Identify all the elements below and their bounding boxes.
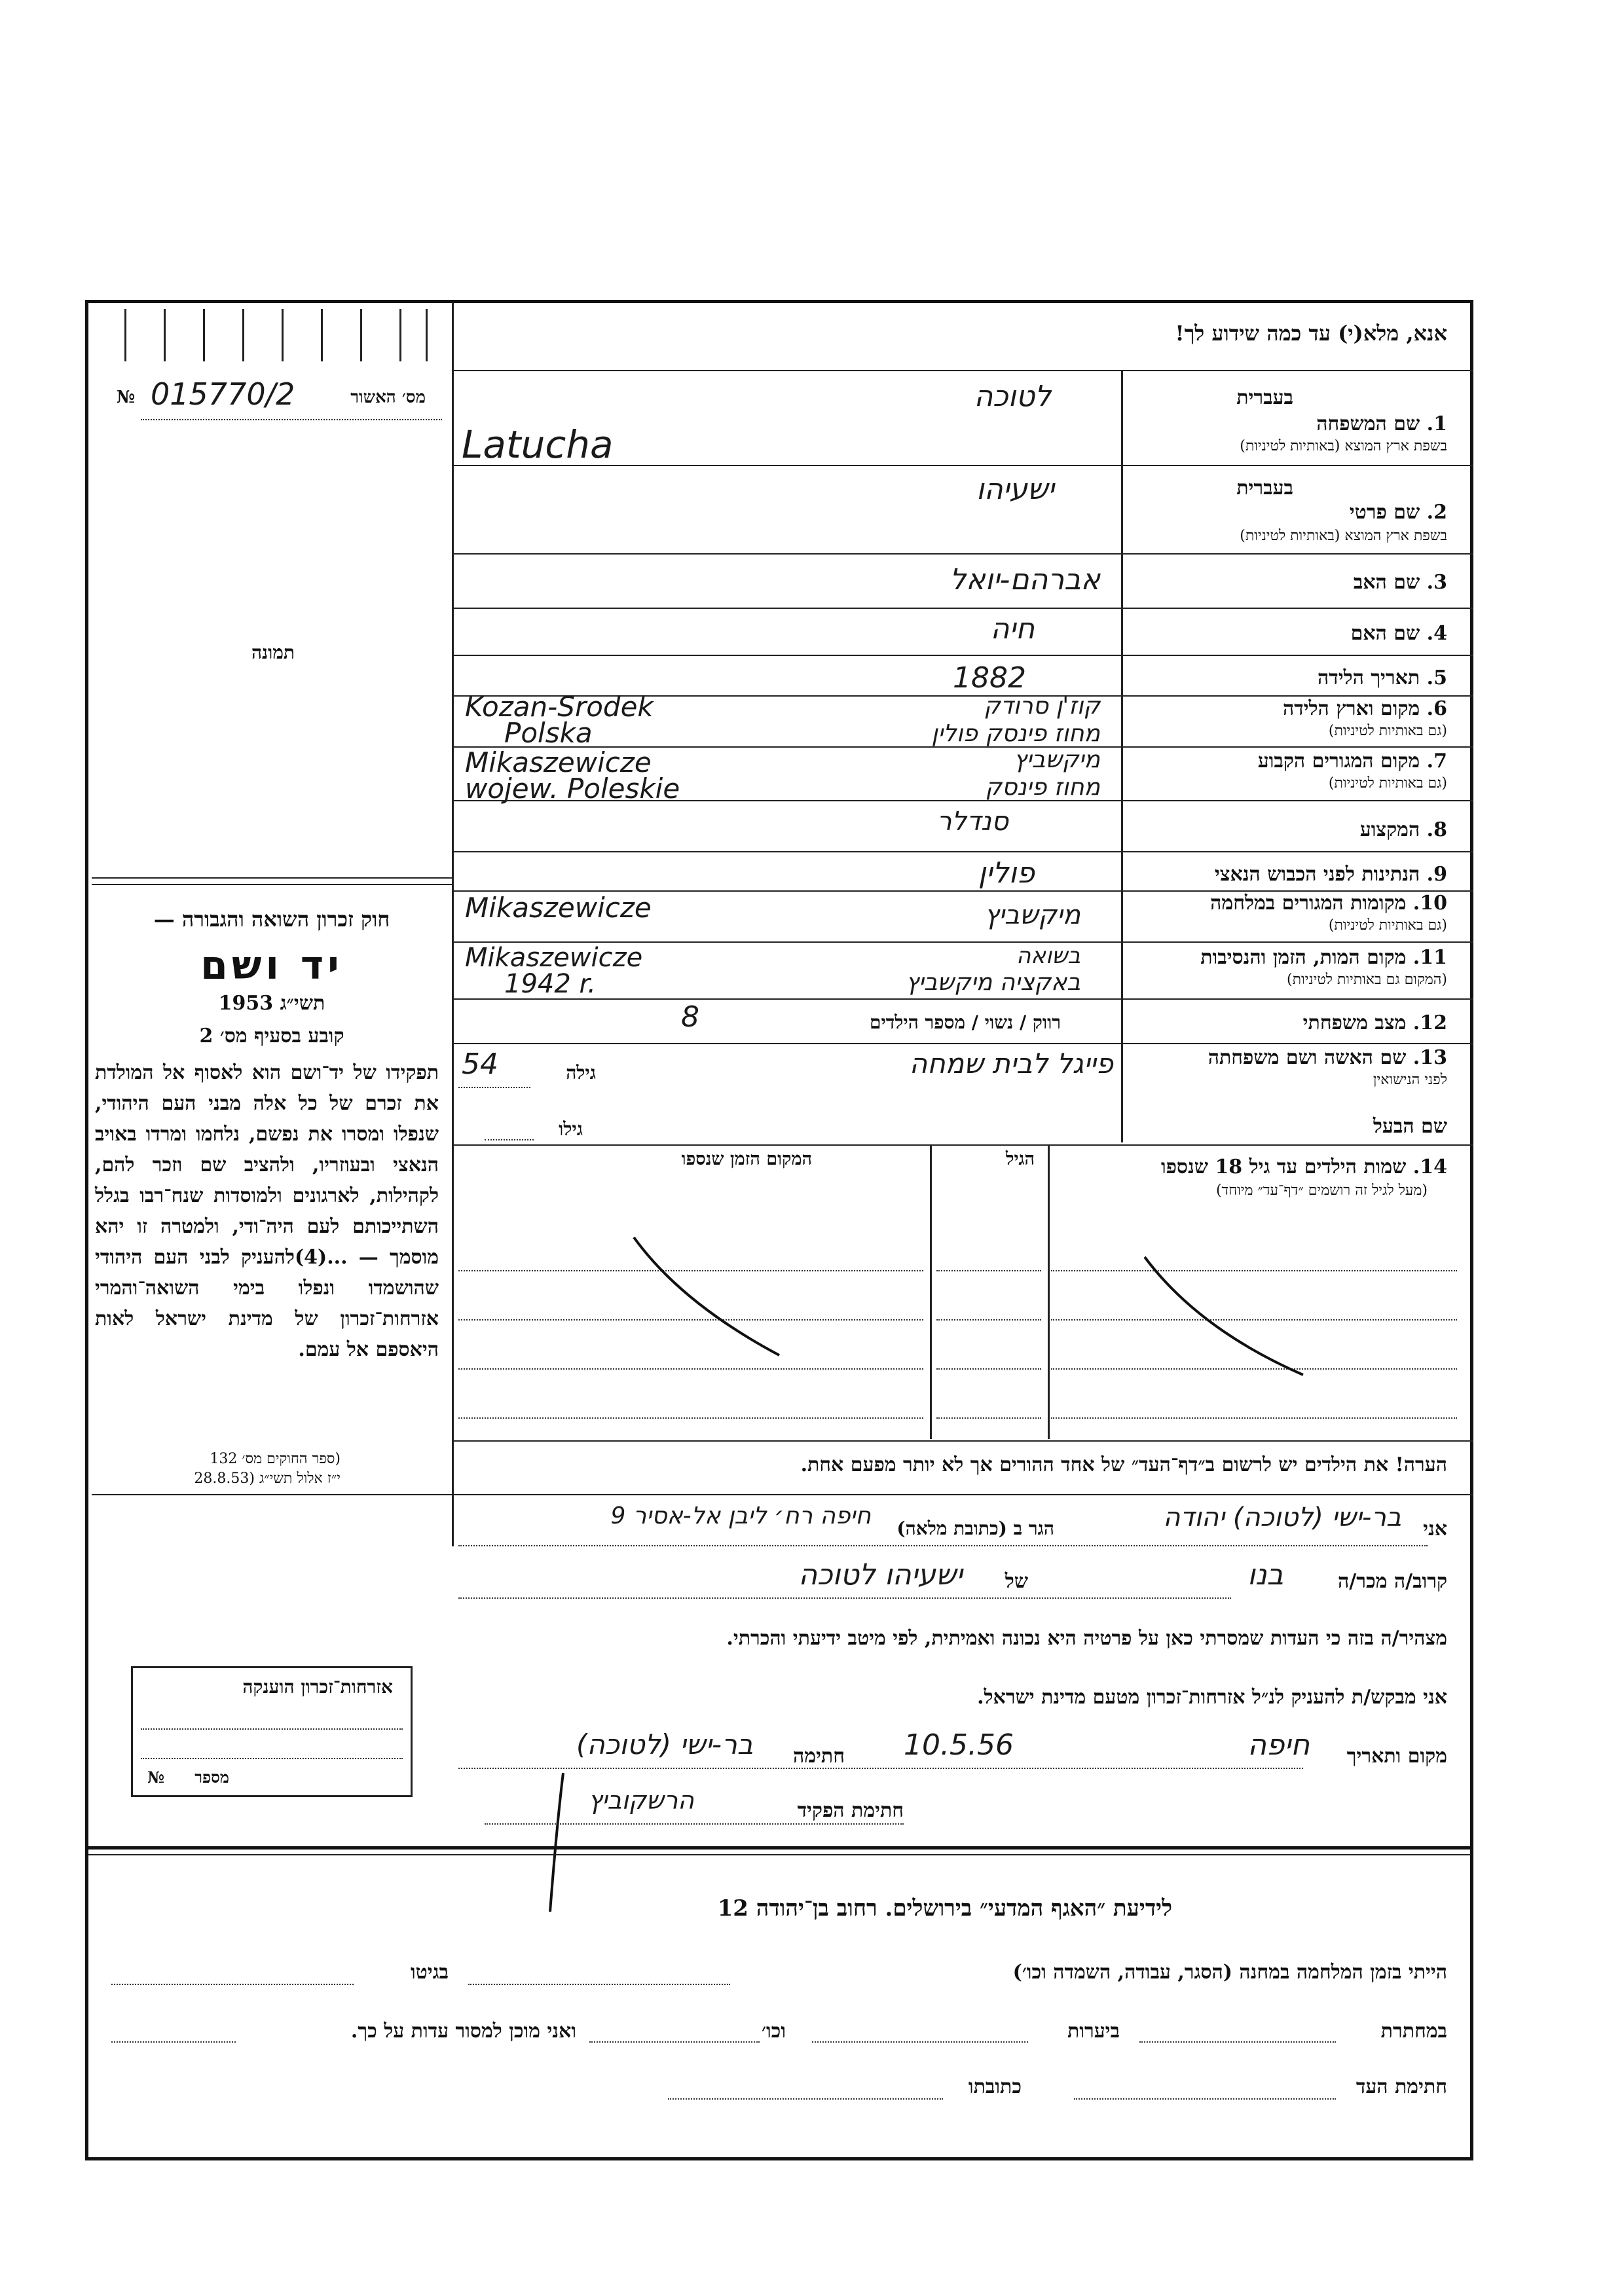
stamp-no-prefix: №: [147, 1768, 165, 1787]
birth-place-hebrew-2: מחוז פינסק פולין: [931, 720, 1100, 747]
death-hebrew-2: באקציה מיקשביץ: [906, 969, 1080, 996]
officer-signature-stroke: [537, 1768, 576, 1918]
officer-signature: הרשקוביץ: [588, 1786, 694, 1815]
family-status-label: 12. מצב משפחתי: [1302, 1011, 1447, 1034]
family-name-hebrew-value: לטוכה: [974, 380, 1051, 413]
residence-label: 7. מקום המגורים הקבוע: [1257, 750, 1447, 773]
relation-label: קרוב/ה מכר/ה: [1338, 1570, 1447, 1593]
of-label: של: [1005, 1570, 1028, 1593]
family-name-hebrew-label: בעברית: [1236, 386, 1293, 409]
children-label: 14. שמות הילדים עד גיל 18 שנספו: [1160, 1156, 1447, 1178]
children-col-age: הגיל: [1005, 1149, 1035, 1169]
husband-label: שם הבעל: [1373, 1115, 1447, 1138]
war-residence-label: 10. מקומות המגורים במלחמה: [1210, 892, 1447, 915]
request-text: אני מבקש/ת להעניק לנ״ל אזרחות־זכרון מטעם מדינת ישראל.: [977, 1686, 1447, 1709]
ghetto-label: בגיטו: [410, 1961, 449, 1984]
law-paragraph: תפקידו של יד־ושם הוא לאסוף אל המולדת את זכרם של כל אלה מבני העם היהודי, שנפלו ומסרו את נפשם, נלחמו ומרדו באויב הנאצי ובעוזריו, ולהציב שם וזכר להם, לקהילות, לארגונים ולמוסדות שנח־רבו בגלל השתייכותם לעם היה־ודי, ולמטרה זו יהא מוסמך — ...(4)להעניק לבני העם היהודי שהושמדו ונפלו בימי השואה־והמרי אזרחות־זכרון של מדינת ישראל לאות היאספם אל עמם.: [95, 1061, 439, 1361]
resides-label: הגר ב (כתובת מלאה): [896, 1518, 1054, 1539]
officer-label: חתימת הפקיד: [797, 1799, 904, 1822]
nationality-value: פולין: [978, 856, 1035, 890]
strike-mark-left: [629, 1231, 786, 1362]
photo-area-bottom: [92, 877, 452, 879]
father-label: 3. שם האב: [1353, 571, 1447, 594]
witness-address-label: כתובתו: [968, 2075, 1022, 2098]
nationality-label: 9. הנתינות לפני הכבוש הנאצי: [1214, 863, 1447, 886]
war-residence-hebrew: מיקשביץ: [984, 900, 1080, 930]
relation-value: בנו: [1247, 1558, 1283, 1592]
war-residence-latin: Mikaszewicze: [465, 892, 652, 924]
father-value: אברהם-יואל: [950, 563, 1100, 596]
stamp-title: אזרחות־זכרון הוענקה: [242, 1676, 393, 1698]
residence-latin-2: wojew. Poleskie: [465, 773, 680, 805]
declarant-name: בר-ישי (לטוכה) יהודה: [1163, 1503, 1401, 1533]
certificate-no-prefix: №: [117, 388, 136, 407]
profession-label: 8. המקצוע: [1359, 818, 1447, 841]
witness-signature-label: חתימת העד: [1356, 2075, 1447, 2098]
family-status-options: רווק / נשוי / מספר הילדים: [869, 1011, 1061, 1033]
law-clause: קובע בסעיף מס׳ 2: [199, 1025, 344, 1048]
photo-label: תמונה: [251, 642, 295, 663]
first-name-hebrew-label: בעברית: [1236, 477, 1293, 500]
wife-age-label: גילה: [566, 1062, 596, 1084]
place-date-label: מקום ותאריך: [1346, 1745, 1447, 1768]
first-name-value: ישעיהו: [976, 473, 1054, 506]
residence-latin-1: Mikaszewicze: [465, 746, 652, 778]
residence-hebrew-2: מחוז פינסק: [985, 774, 1100, 801]
place-value: חיפה: [1247, 1728, 1310, 1762]
certificate-number: 015770/2: [151, 376, 295, 412]
mother-value: חיה: [990, 612, 1035, 646]
death-label: 11. מקום המות, הזמן והנסיבות: [1200, 946, 1447, 969]
birth-place-hebrew-1: קוז'ן סרודק: [984, 693, 1100, 720]
instruction-text: אנא, מלא(י) עד כמה שידוע לך!: [1175, 321, 1447, 346]
certificate-boxes: [111, 309, 432, 361]
birth-date-label: 5. תאריך הלידה: [1318, 666, 1447, 689]
profession-value: סנדלר: [936, 807, 1008, 837]
death-latin-1: Mikaszewicze: [465, 943, 643, 973]
strike-mark-right: [1139, 1250, 1310, 1381]
birth-place-label: 6. מקום וארץ הלידה: [1282, 697, 1447, 720]
stamp-number-label: מספר: [194, 1768, 229, 1787]
birth-place-latin-2: Polska: [504, 717, 593, 749]
law-year: תשי״ג 1953: [218, 992, 325, 1015]
death-latin-2: 1942 r.: [504, 969, 596, 999]
children-count-value: 8: [681, 1000, 699, 1034]
etc-label: וכו׳: [762, 2020, 786, 2043]
date-value: 10.5.56: [904, 1728, 1014, 1762]
death-hebrew-1: בשואה: [1016, 943, 1080, 969]
first-name-label: 2. שם פרטי: [1349, 501, 1447, 524]
declaration-prefix: אני: [1423, 1518, 1447, 1540]
declarant-address: חיפה רח׳ ליבן אל-אסיר 9: [610, 1503, 871, 1529]
husband-age-label: גילו: [559, 1118, 583, 1140]
wife-age-value: 54: [462, 1048, 498, 1081]
label-column-divider: [1121, 370, 1123, 1142]
declarant-signature: בר-ישי (לטוכה): [576, 1728, 753, 1760]
signature-label: חתימה: [793, 1745, 845, 1768]
ready-text: ואני מוכן למסור עדות על כך.: [350, 2020, 576, 2043]
family-name-label: 1. שם המשפחה: [1316, 412, 1447, 435]
footer-heading: לידיעת ״האגף המדעי״ בירושלים. רחוב בן־יהודה 12: [717, 1895, 1172, 1922]
birth-place-latin-1: Kozan-Srodek: [465, 691, 654, 723]
hiding-label: במחתרת: [1380, 2020, 1447, 2043]
family-name-sub: בשפת ארץ המוצא (באותיות לטיניות): [1240, 438, 1447, 454]
yad-vashem-logo: יד ושם: [200, 943, 343, 989]
children-col-place: המקום הזמן שנספו: [681, 1149, 812, 1169]
family-name-latin-value: Latucha: [462, 422, 614, 467]
first-name-sub: בשפת ארץ המוצא (באותיות לטיניות): [1240, 528, 1447, 544]
note-text: הערה! את הילדים יש לרשום ב״דף־העד״ של אחד ההורים אך לא יותר מפעם אחת.: [800, 1453, 1447, 1476]
forests-label: ביערות: [1067, 2020, 1120, 2043]
law-title: חוק זכרון השואה והגבורה —: [153, 907, 390, 932]
camp-label: הייתי בזמן המלחמה במחנה (הסגר, עבודה, השמדה וכו׳): [1012, 1961, 1447, 1984]
law-source-1: (ספר החוקים מס׳ 132: [210, 1451, 341, 1467]
birth-date-value: 1882: [953, 661, 1026, 695]
of-name: ישעיהו לטוכה: [798, 1558, 963, 1592]
residence-hebrew-1: מיקשביץ: [1014, 746, 1100, 773]
main-column-divider: [452, 302, 454, 1546]
mother-label: 4. שם האם: [1350, 622, 1447, 645]
header-separator: [452, 370, 1473, 371]
wife-label: 13. שם האשה ושם משפחתה: [1208, 1046, 1447, 1069]
wife-value: פייגל לבית שמחה: [909, 1048, 1113, 1080]
law-source-2: י״ז אלול תשי״ג (28.8.53: [194, 1470, 341, 1487]
statement-text: מצהיר/ה בזה כי העדות שמסרתי כאן על פרטיה היא נכונה ואמיתית, לפי מיטב ידיעתי והכרתי.: [726, 1627, 1447, 1650]
certificate-label: מס׳ האשור: [350, 388, 426, 407]
